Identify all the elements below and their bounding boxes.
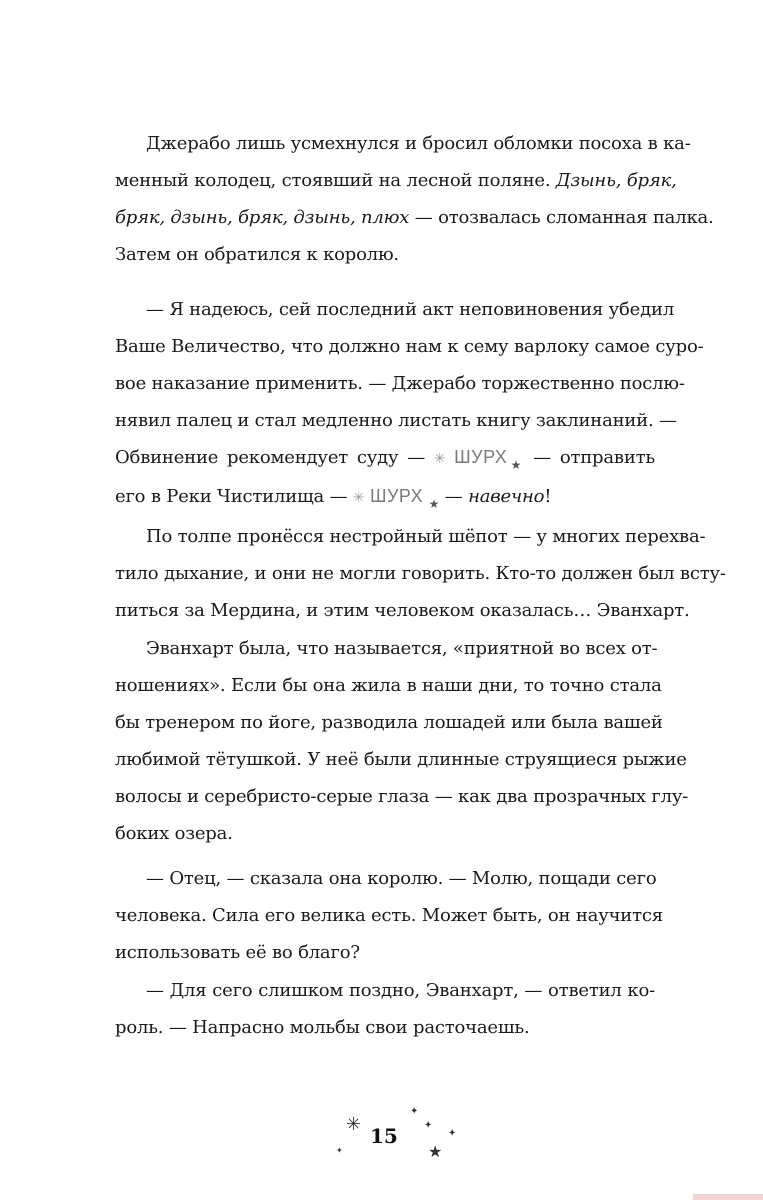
sparkle-icon: ✳	[346, 1114, 362, 1135]
paragraph-1	[115, 125, 714, 273]
text-line: Джерабо лишь усмехнулся и бросил обломки посоха в ка-	[146, 133, 691, 154]
paragraph-3	[115, 518, 726, 629]
text-line: тило дыхание, и они не могли говорить. Кто-то должен был всту-	[115, 563, 726, 584]
sound-effect-shurkh: ШУРХ	[454, 447, 508, 467]
text-line: — Я надеюсь, сей последний акт неповиновения убедил	[146, 299, 675, 320]
star-icon: ★	[428, 1142, 443, 1161]
star-icon: ✦	[410, 1106, 419, 1117]
text-line: волосы и серебристо-серые глаза — как два прозрачных глу-	[115, 786, 689, 807]
star-icon: ★	[507, 458, 525, 472]
text-fragment: — отозвалась сломанная палка.	[409, 207, 714, 228]
text-fragment: !	[544, 486, 552, 507]
text-line	[115, 162, 677, 199]
page-edge-mark	[693, 1194, 763, 1200]
text-line: Ваше Величество, что должно нам к сему варлоку самое суро-	[115, 336, 704, 357]
text-line: — Для сего слишком поздно, Эванхарт, — ответил ко-	[146, 980, 655, 1001]
sound-effect-italic: бряк, дзынь, бряк, дзынь, плюх	[115, 207, 410, 228]
text-fragment: — отправить	[524, 447, 655, 468]
star-icon: ★	[428, 497, 440, 511]
star-icon: ✦	[424, 1120, 433, 1131]
text-line: ношениях». Если бы она жила в наши дни, то точно стала	[115, 675, 662, 696]
paragraph-2	[115, 291, 704, 517]
text-line: — Отец, — сказала она королю. — Молю, пощади сего	[146, 868, 657, 889]
star-icon: ✦	[448, 1128, 457, 1139]
text-line: роль. — Напрасно мольбы свои расточаешь.	[115, 1017, 530, 1038]
text-fragment: его в Реки Чистилища —	[115, 486, 353, 507]
sound-effect-shurkh: ШУРХ	[369, 486, 424, 506]
text-line: Затем он обратился к королю.	[115, 244, 399, 265]
text-line: использовать её во благо?	[115, 942, 360, 963]
sound-effect-italic: Дзынь, бряк,	[555, 170, 677, 191]
page-folio	[336, 1106, 470, 1170]
paragraph-6	[115, 972, 655, 1046]
text-line	[115, 199, 714, 236]
text-line: Эванхарт была, что называется, «приятной во всех от-	[146, 638, 658, 659]
star-icon: ✦	[336, 1146, 343, 1155]
text-line: любимой тётушкой. У неё были длинные струящиеся рыжие	[115, 749, 687, 770]
page-number: 15	[370, 1124, 398, 1148]
text-line: питься за Мердина, и этим человеком оказалась… Эванхарт.	[115, 600, 690, 621]
sparkle-icon: ✳	[352, 490, 365, 506]
text-line	[115, 439, 655, 478]
text-line: По толпе пронёсся нестройный шёпот — у многих перехва-	[146, 526, 706, 547]
text-fragment: менный колодец, стоявший на лесной поляне.	[115, 170, 556, 191]
text-line: нявил палец и стал медленно листать книгу заклинаний. —	[115, 410, 677, 431]
emphasis-italic: навечно	[468, 486, 545, 507]
sparkle-icon: ✳	[433, 451, 446, 467]
text-fragment: Обвинение рекомендует суду —	[115, 447, 434, 468]
text-line: вое наказание применить. — Джерабо торжественно послю-	[115, 373, 685, 394]
paragraph-5	[115, 860, 663, 971]
text-line: бы тренером по йоге, разводила лошадей или была вашей	[115, 712, 663, 733]
text-line: человека. Сила его велика есть. Может быть, он научится	[115, 905, 663, 926]
paragraph-4	[115, 630, 689, 852]
text-line: боких озера.	[115, 823, 233, 844]
text-line: его в Реки Чистилища — ✳ ШУРХ $_★$ — навечно!	[115, 486, 552, 511]
